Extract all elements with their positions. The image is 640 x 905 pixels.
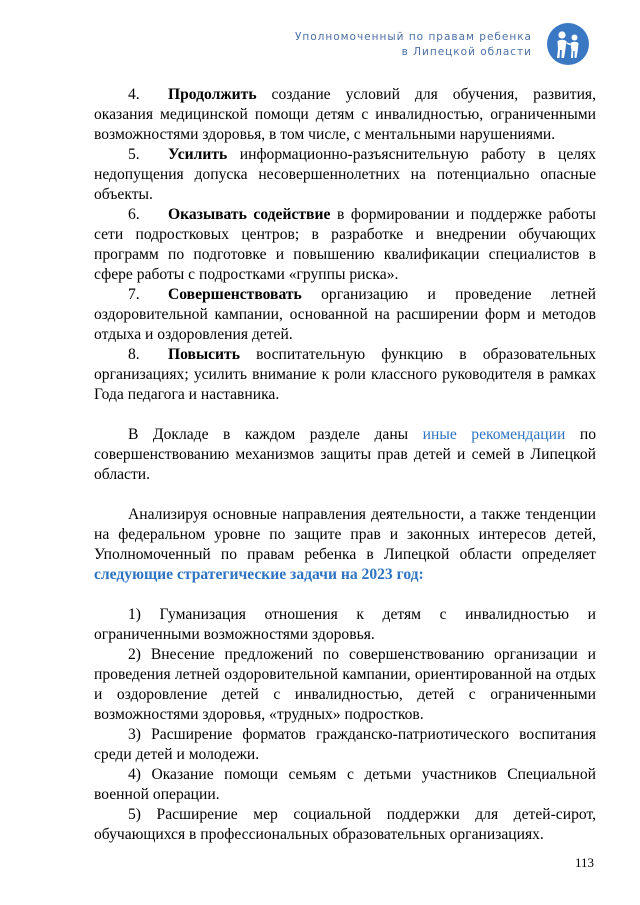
item-keyword: Совершенствовать (168, 286, 302, 303)
recommendation-item-6 (94, 205, 596, 285)
item-number: 6. (128, 206, 140, 223)
report-text-after: по совершенствованию механизмов защиты прав детей и семей в Липецкой области. (94, 426, 596, 483)
item-number: 8. (128, 346, 140, 363)
task-3: 3) Расширение форматов гражданско-патриотического воспитания среди детей и молодежи. (94, 726, 596, 763)
task-4: 4) Оказание помощи семьям с детьми участников Специальной военной операции. (94, 766, 596, 803)
recommendation-item-4 (94, 85, 596, 145)
strategic-tasks-heading: следующие стратегические задачи на 2023 год: (94, 566, 424, 583)
report-paragraph (94, 425, 596, 485)
item-keyword: Продолжить (168, 86, 257, 103)
item-text: создание условий для обучения, развития, оказания медицинской помощи детям с инвалидностью, ограниченными возможностями здоровья, в том числе, с ментальными нарушениями. (94, 86, 596, 143)
item-number: 7. (128, 286, 140, 303)
recommendation-item-8 (94, 345, 596, 405)
recommendation-item-5 (94, 145, 596, 205)
document-body (94, 85, 596, 845)
task-5: 5) Расширение мер социальной поддержки для детей-сирот, обучающихся в профессиональных образовательных организациях. (94, 806, 596, 843)
header-line-2: в Липецкой области (401, 46, 532, 58)
analysis-text: Анализируя основные направления деятельности, а также тенденции на федеральном уровне по защите прав и законных интересов детей, Уполномоченный по правам ребенка в Липецкой области определяет (94, 506, 596, 563)
other-recommendations-link[interactable]: иные рекомендации (422, 426, 566, 443)
header-line-1: Уполномоченный по правам ребенка (294, 31, 532, 43)
page-number: 113 (574, 855, 594, 870)
children-silhouette-icon (546, 22, 590, 66)
item-text: информационно-разъяснительную работу в целях недопущения допуска несовершеннолетних на потенциально опасные объекты. (94, 146, 596, 203)
item-keyword: Повысить (168, 346, 240, 363)
item-text: в формировании и поддержке работы сети подростковых центров; в разработке и внедрении обучающих программ по подготовке и повышению квалификации специалистов в сфере работы с подростками «группы риска». (94, 206, 596, 283)
item-text: воспитательную функцию в образовательных организациях; усилить внимание к роли классного руководителя в рамках Года педагога и наставника. (94, 346, 596, 403)
analysis-paragraph (94, 505, 596, 585)
item-text: организацию и проведение летней оздоровительной кампании, основанной на расширении форм и методов отдыха и оздоровления детей. (94, 286, 596, 343)
report-text-before: В Докладе в каждом разделе даны (128, 426, 423, 443)
item-keyword: Оказывать содействие (168, 206, 331, 223)
item-number: 5. (128, 146, 140, 163)
item-number: 4. (128, 86, 140, 103)
item-keyword: Усилить (168, 146, 228, 163)
header-title (295, 30, 532, 60)
task-1: 1) Гуманизация отношения к детям с инвалидностью и ограниченными возможностями здоровья. (94, 606, 596, 643)
task-2: 2) Внесение предложений по совершенствованию организации и проведения летней оздоровительной кампании, ориентированной на отдых и оздоровление детей с инвалидностью, детей с ограниченными возможностями здоровья, «трудных» подростков. (94, 646, 596, 723)
recommendation-item-7 (94, 285, 596, 345)
